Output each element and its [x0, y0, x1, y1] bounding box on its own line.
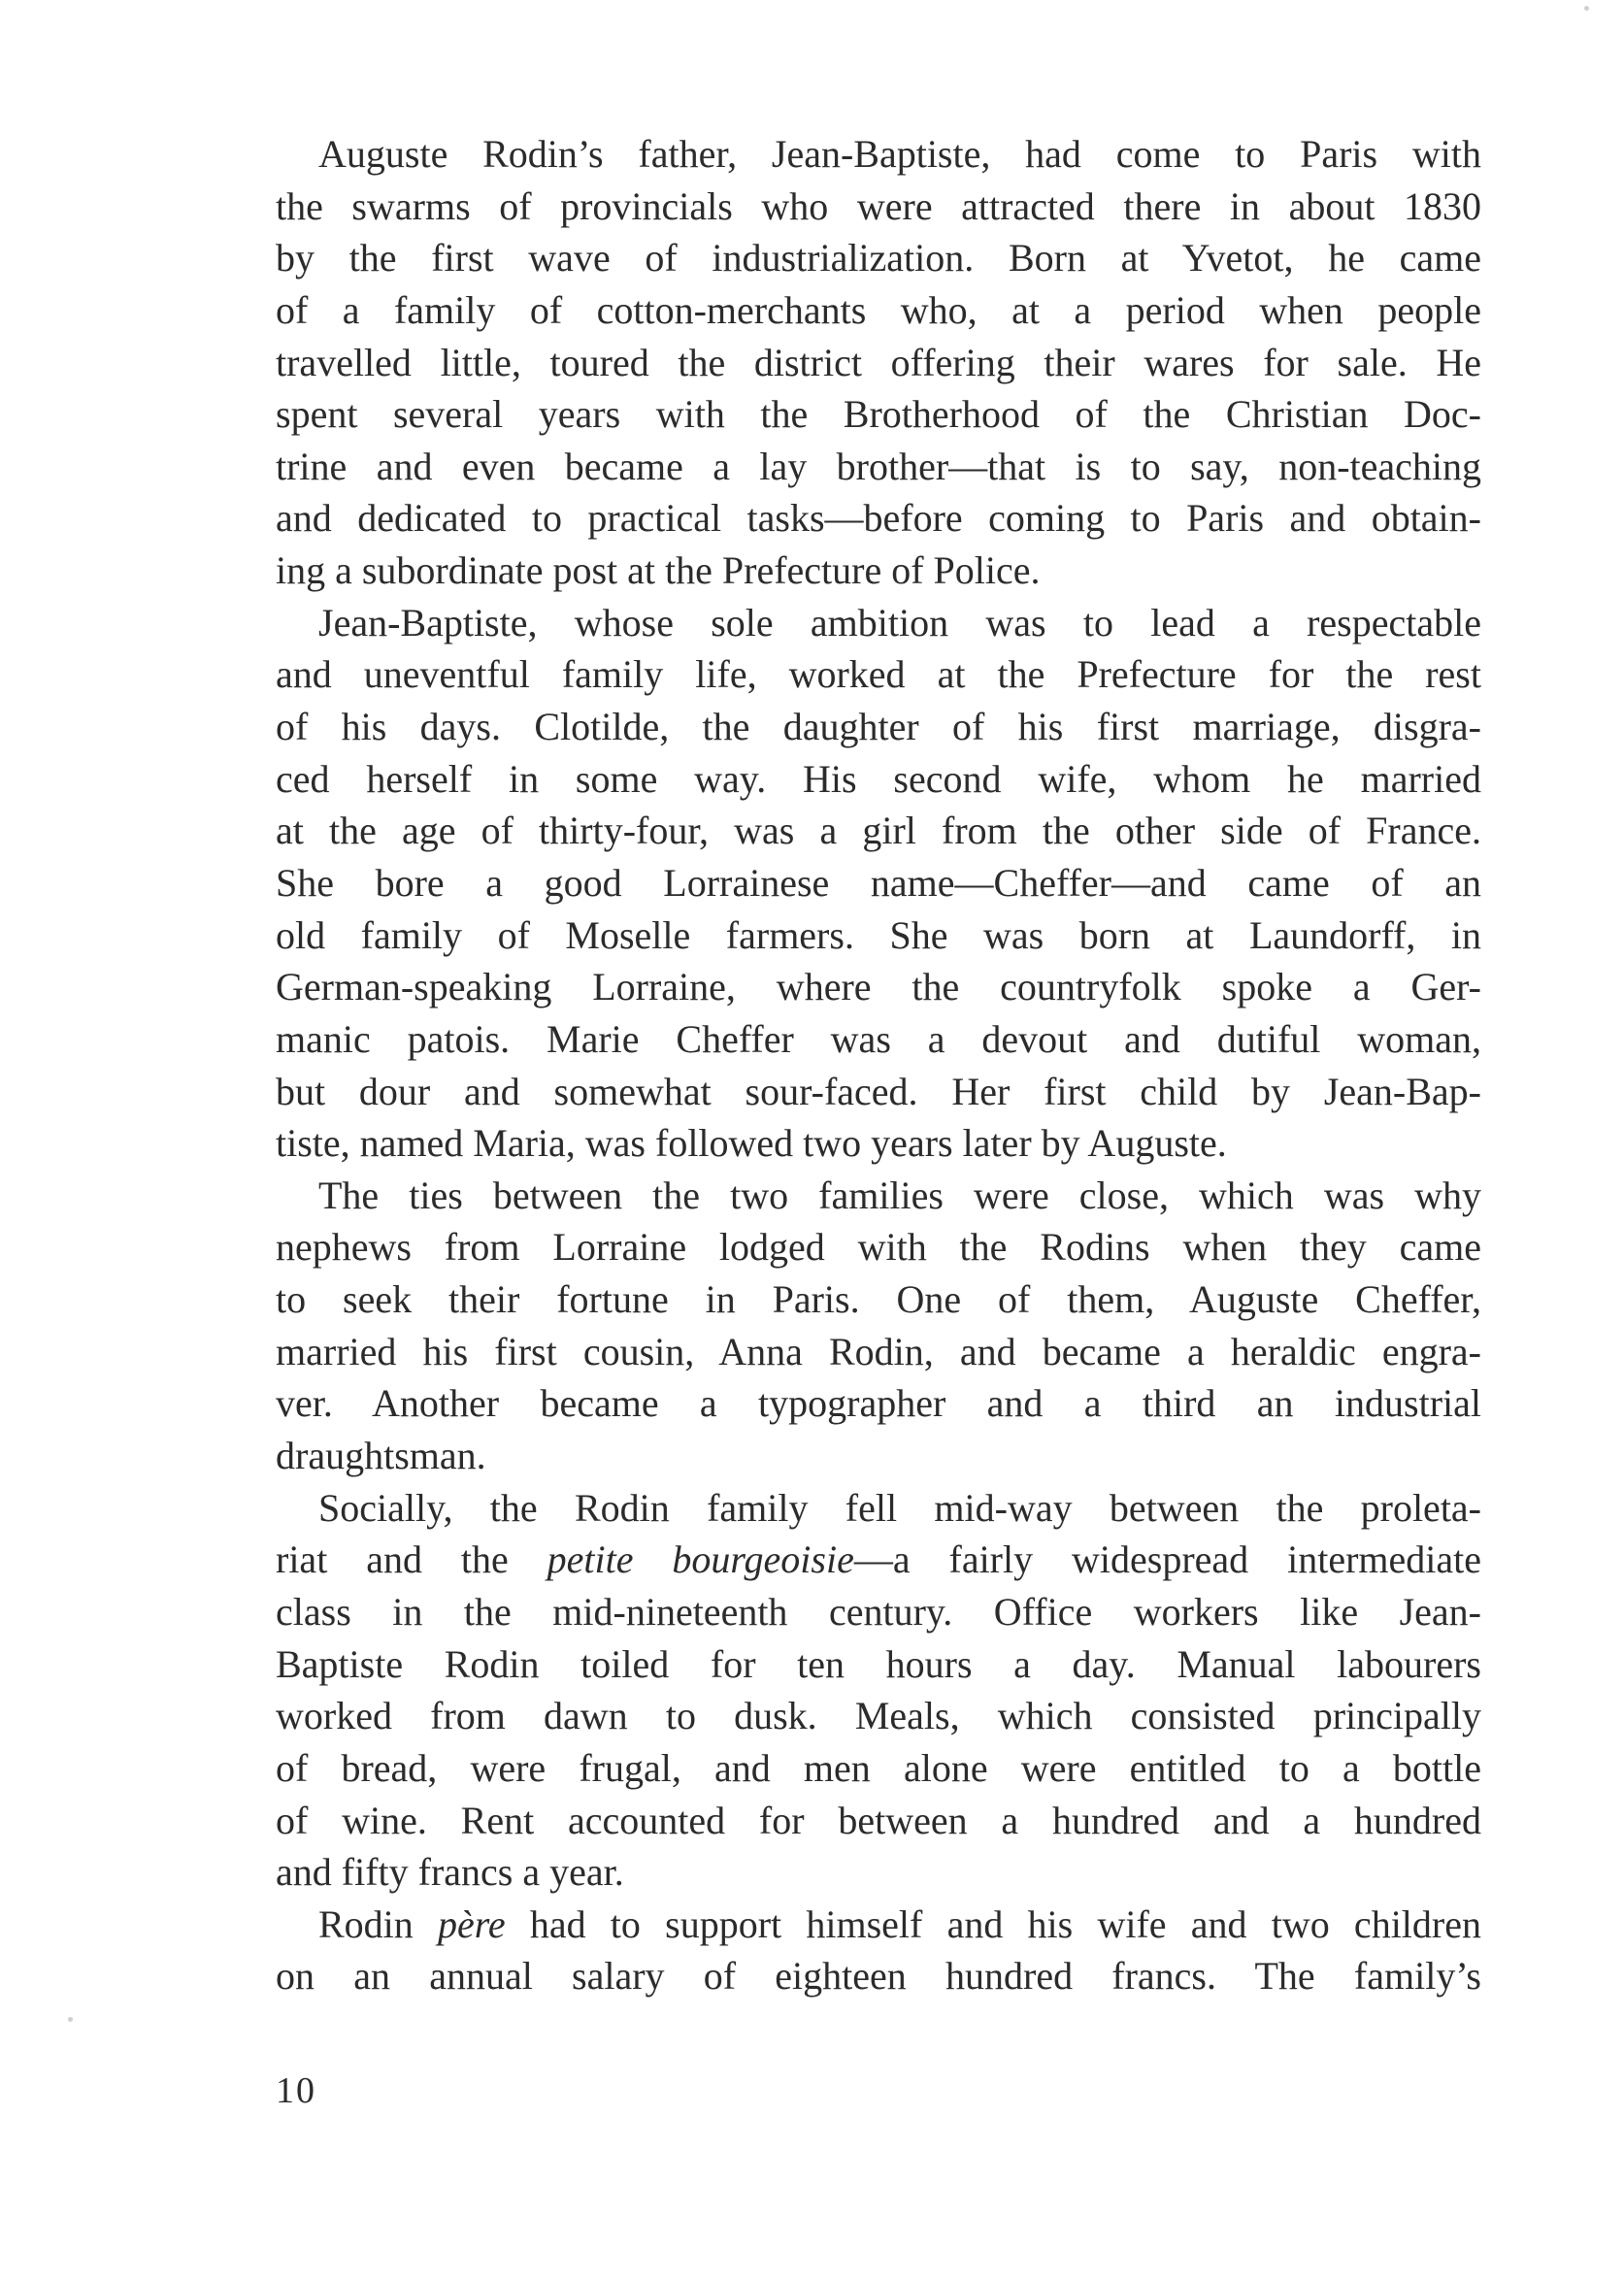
- text-line: [276, 909, 1481, 962]
- text-line: [276, 128, 1481, 181]
- text-line: [276, 857, 1481, 909]
- text-segment: spent several years with the Brotherhood of the Christian Doc-: [276, 392, 1481, 437]
- text-line: [276, 1950, 1481, 2002]
- text-line: [276, 1326, 1481, 1378]
- text-segment: The ties between the two families were close, which was why: [318, 1173, 1481, 1217]
- text-segment: of wine. Rent accounted for between a hundred and a hundred: [276, 1798, 1481, 1842]
- text-line: [276, 1690, 1481, 1742]
- text-line: [276, 1377, 1481, 1430]
- text-segment: She bore a good Lorrainese name—Cheffer—and came of an: [276, 860, 1481, 905]
- text-segment: and dedicated to practical tasks—before coming to Paris and obtain-: [276, 496, 1481, 541]
- text-line: [276, 181, 1481, 233]
- text-segment: old family of Moselle farmers. She was born at Laundorff, in: [276, 912, 1481, 957]
- text-line: [276, 337, 1481, 389]
- text-line: [276, 805, 1481, 857]
- text-segment: trine and even became a lay brother—that is to say, non-teaching: [276, 444, 1481, 488]
- text-segment: ced herself in some way. His second wife, whom he married: [276, 756, 1481, 801]
- text-line: [276, 961, 1481, 1013]
- body-text: [276, 128, 1481, 2002]
- text-segment: to seek their fortune in Paris. One of them, Auguste Cheffer,: [276, 1277, 1481, 1322]
- text-segment: tiste, named Maria, was followed two years later by Auguste.: [276, 1121, 1227, 1166]
- scan-speck: [1584, 6, 1589, 11]
- text-line: [276, 1221, 1481, 1273]
- text-line: [276, 1430, 1481, 1482]
- text-segment: riat and the: [276, 1537, 547, 1582]
- text-line: [276, 597, 1481, 649]
- text-segment: travelled little, toured the district offering their wares for sale. He: [276, 340, 1481, 384]
- text-segment: and uneventful family life, worked at the Prefecture for the rest: [276, 652, 1481, 697]
- text-segment: of bread, were frugal, and men alone were entitled to a bottle: [276, 1745, 1481, 1790]
- text-segment: but dour and somewhat sour-faced. Her first child by Jean-Bap-: [276, 1069, 1481, 1113]
- text-segment: draughtsman.: [276, 1434, 486, 1478]
- page-number: 10: [276, 2070, 316, 2111]
- text-line: [276, 545, 1481, 597]
- text-segment: class in the mid-nineteenth century. Office workers like Jean-: [276, 1589, 1481, 1634]
- text-line: [276, 232, 1481, 284]
- text-line: [276, 1586, 1481, 1638]
- text-line: [276, 1482, 1481, 1535]
- text-segment: of a family of cotton-merchants who, at a period when people: [276, 287, 1481, 332]
- text-segment: Jean-Baptiste, whose sole ambition was to lead a respectable: [318, 600, 1481, 645]
- text-segment: worked from dawn to dusk. Meals, which consisted principally: [276, 1694, 1481, 1738]
- text-line: [276, 1534, 1481, 1586]
- text-segment: ver. Another became a typographer and a third an industrial: [276, 1381, 1481, 1426]
- scan-speck: [68, 2017, 73, 2022]
- text-segment: —a fairly widespread intermediate: [853, 1537, 1481, 1582]
- text-segment: German-speaking Lorraine, where the countryfolk spoke a Ger-: [276, 965, 1481, 1009]
- text-line: [276, 1066, 1481, 1118]
- text-line: [276, 1795, 1481, 1847]
- text-line: [276, 1273, 1481, 1326]
- text-segment: Rodin: [318, 1901, 439, 1946]
- text-line: [276, 284, 1481, 337]
- text-segment: ing a subordinate post at the Prefecture of Police.: [276, 548, 1041, 593]
- text-line: [276, 492, 1481, 545]
- text-line: [276, 388, 1481, 441]
- text-segment: married his first cousin, Anna Rodin, and became a heraldic engra-: [276, 1329, 1481, 1373]
- text-segment: manic patois. Marie Cheffer was a devout and dutiful woman,: [276, 1016, 1481, 1061]
- text-segment: the swarms of provincials who were attracted there in about 1830: [276, 183, 1481, 228]
- text-segment: nephews from Lorraine lodged with the Rodins when they came: [276, 1225, 1481, 1270]
- text-segment: by the first wave of industrialization. Born at Yvetot, he came: [276, 236, 1481, 281]
- text-segment: Auguste Rodin’s father, Jean-Baptiste, had come to Paris with: [318, 132, 1481, 176]
- italic-text: petite bourgeoisie: [547, 1537, 854, 1582]
- italic-text: père: [438, 1901, 506, 1946]
- text-segment: on an annual salary of eighteen hundred francs. The family’s: [276, 1954, 1481, 1999]
- text-line: [276, 1117, 1481, 1170]
- text-line: [276, 1742, 1481, 1795]
- text-segment: at the age of thirty-four, was a girl from the other side of France.: [276, 809, 1481, 853]
- text-line: [276, 441, 1481, 493]
- text-line: [276, 648, 1481, 701]
- text-line: [276, 1846, 1481, 1899]
- text-segment: Baptiste Rodin toiled for ten hours a day. Manual labourers: [276, 1641, 1481, 1686]
- text-line: [276, 1013, 1481, 1066]
- text-segment: of his days. Clotilde, the daughter of his first marriage, disgra-: [276, 705, 1481, 749]
- text-segment: Socially, the Rodin family fell mid-way between the proleta-: [318, 1485, 1481, 1530]
- text-line: [276, 1170, 1481, 1222]
- text-line: [276, 701, 1481, 753]
- text-segment: and fifty francs a year.: [276, 1850, 624, 1895]
- text-line: [276, 1638, 1481, 1691]
- text-segment: had to support himself and his wife and two children: [505, 1901, 1481, 1946]
- text-line: [276, 1899, 1481, 1951]
- text-line: [276, 753, 1481, 806]
